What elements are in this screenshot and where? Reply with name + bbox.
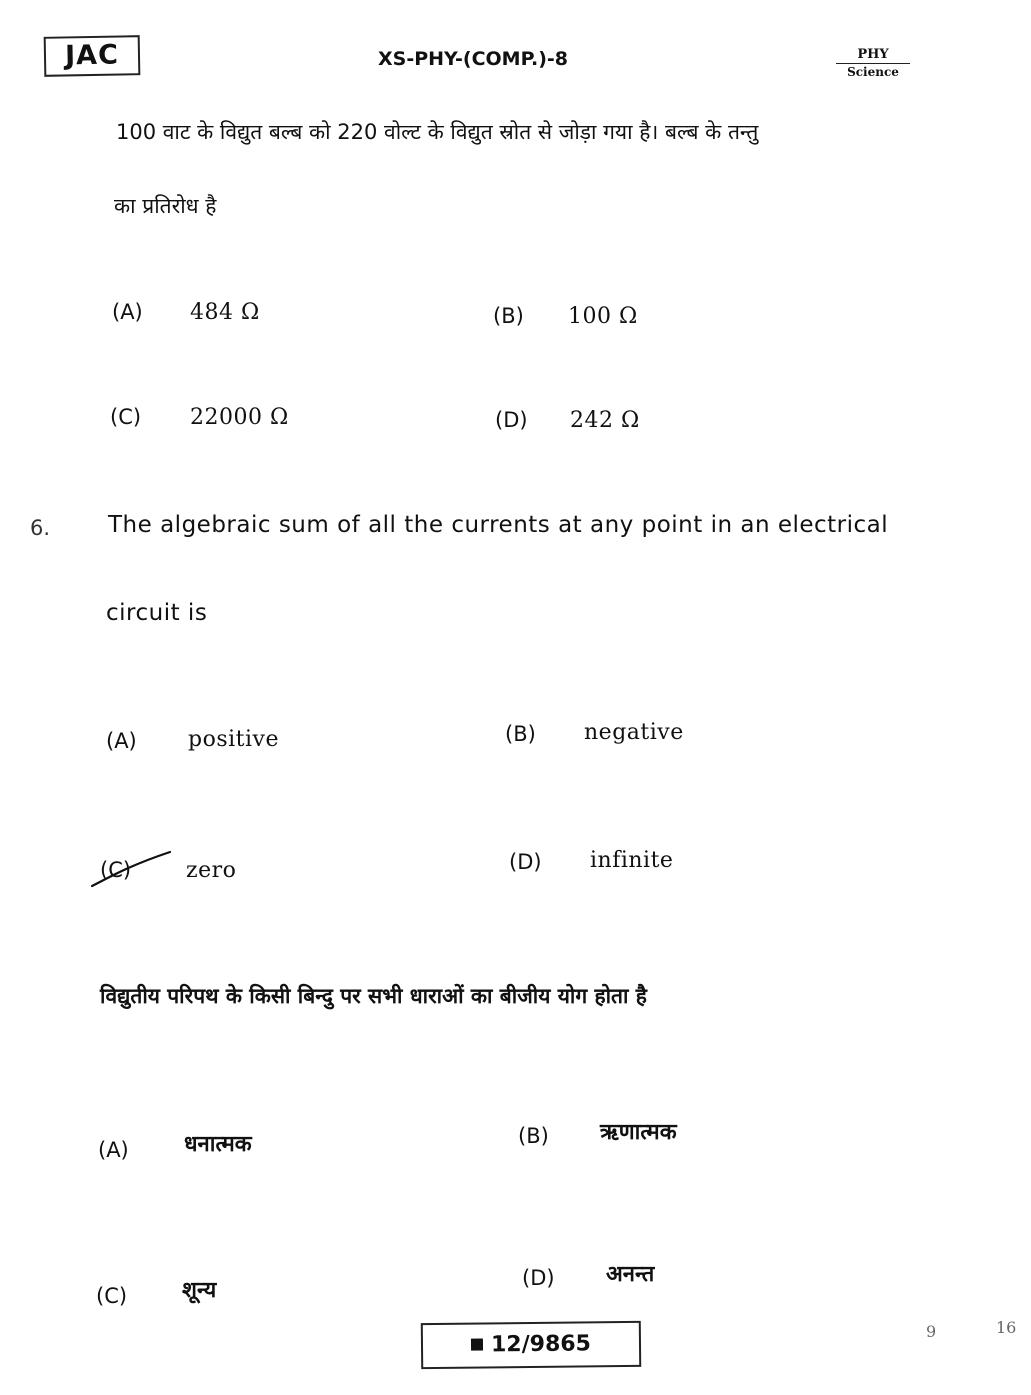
q6-option-c-text: zero bbox=[186, 858, 237, 883]
q5-option-c-label: (C) bbox=[110, 405, 142, 429]
q6-hindi-option-c-text: शून्य bbox=[182, 1278, 217, 1303]
footer-code-box bbox=[421, 1321, 641, 1369]
q6-line-2: circuit is bbox=[106, 600, 208, 626]
jac-label-box: JAC bbox=[44, 35, 141, 77]
q6-option-b-label: (B) bbox=[505, 722, 536, 746]
q5-option-d-text: 242 Ω bbox=[570, 408, 640, 433]
q6-option-d-label: (D) bbox=[509, 850, 542, 874]
q5-option-b-label: (B) bbox=[493, 304, 524, 328]
subject-code: PHY bbox=[836, 48, 910, 64]
q5-option-b-text: 100 Ω bbox=[568, 304, 638, 329]
q6-hindi-option-c-label: (C) bbox=[96, 1284, 128, 1308]
q6-hindi-option-d-text: अनन्त bbox=[606, 1262, 655, 1287]
q5-option-a-label: (A) bbox=[112, 300, 143, 324]
q6-hindi-option-d-label: (D) bbox=[522, 1266, 555, 1290]
footer-code: 12/9865 bbox=[490, 1331, 592, 1358]
page-mark-left: 9 bbox=[926, 1322, 937, 1341]
q5-option-d-label: (D) bbox=[495, 408, 528, 432]
paper-code: XS-PHY-(COMP.)-8 bbox=[378, 48, 569, 70]
q6-hindi-option-a-text: धनात्मक bbox=[184, 1132, 252, 1157]
q5-hindi-line-2: का प्रतिरोध है bbox=[114, 194, 217, 218]
subject-block bbox=[836, 48, 910, 80]
footer-square-bullet bbox=[471, 1339, 483, 1351]
q6-hindi-option-b-text: ऋणात्मक bbox=[600, 1120, 677, 1145]
q5-option-a-text: 484 Ω bbox=[190, 300, 260, 325]
subject-name: Science bbox=[847, 65, 899, 79]
q6-option-a-label: (A) bbox=[106, 729, 137, 753]
q6-hindi-question: विद्युतीय परिपथ के किसी बिन्दु पर सभी धाराओं का बीजीय योग होता है bbox=[100, 984, 647, 1008]
q6-hindi-option-b-label: (B) bbox=[518, 1124, 549, 1148]
page-mark-right: 16 bbox=[996, 1318, 1017, 1337]
q6-option-b-text: negative bbox=[584, 720, 684, 745]
q5-option-c-text: 22000 Ω bbox=[190, 405, 289, 430]
q6-option-a-text: positive bbox=[188, 727, 279, 752]
q5-hindi-line-1: 100 वाट के विद्युत बल्ब को 220 वोल्ट के विद्युत स्रोत से जोड़ा गया है। बल्ब के तन्तु bbox=[116, 120, 759, 144]
handwritten-strike-mark bbox=[88, 846, 178, 892]
q6-option-c-label: (C) bbox=[100, 858, 132, 882]
q6-option-d-text: infinite bbox=[590, 848, 674, 873]
q6-hindi-option-a-label: (A) bbox=[98, 1138, 129, 1162]
q6-number: 6. bbox=[30, 516, 51, 540]
q6-line-1: The algebraic sum of all the currents at any point in an electrical bbox=[108, 512, 889, 538]
